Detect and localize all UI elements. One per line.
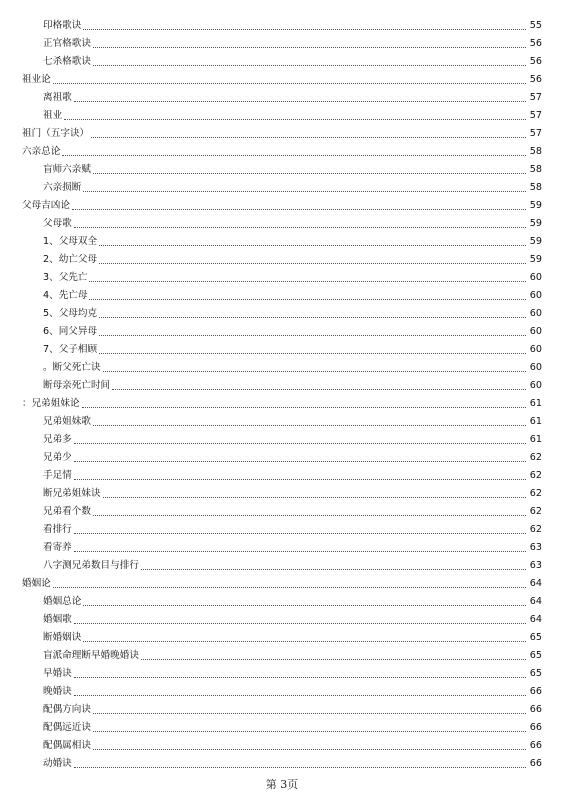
toc-entry[interactable] — [22, 32, 542, 50]
dot-leader — [74, 101, 526, 102]
toc-entry[interactable] — [22, 230, 542, 248]
toc-entry-label: 印格歌诀 — [43, 20, 82, 31]
toc-entry[interactable] — [22, 716, 542, 734]
toc-entry-page-number: 59 — [529, 200, 542, 211]
dot-leader — [93, 515, 526, 516]
toc-entry[interactable] — [22, 392, 542, 410]
toc-entry-page-number: 64 — [529, 578, 542, 589]
dot-leader — [89, 299, 526, 300]
toc-entry-page-number: 59 — [529, 218, 542, 229]
toc-entry-label: 3、父先亡 — [43, 272, 88, 283]
toc-entry-label: 离祖歌 — [43, 92, 72, 103]
toc-entry-label: 婚姻论 — [22, 578, 51, 589]
toc-entry[interactable] — [22, 104, 542, 122]
dot-leader — [83, 191, 526, 192]
toc-entry-label: 断兄弟姐妹诀 — [43, 488, 101, 499]
toc-entry-page-number: 58 — [529, 182, 542, 193]
toc-entry[interactable] — [22, 50, 542, 68]
dot-leader — [82, 407, 526, 408]
toc-entry[interactable] — [22, 536, 542, 554]
toc-entry-label: 六亲总论 — [22, 146, 61, 157]
toc-entry[interactable] — [22, 14, 542, 32]
toc-entry[interactable] — [22, 248, 542, 266]
toc-entry-page-number: 58 — [529, 164, 542, 175]
toc-entry-page-number: 57 — [529, 110, 542, 121]
toc-entry-label: 婚姻总论 — [43, 596, 82, 607]
toc-entry-page-number: 55 — [529, 20, 542, 31]
toc-entry[interactable] — [22, 266, 542, 284]
toc-entry-label: 八字测兄弟数目与排行 — [43, 560, 139, 571]
toc-entry-page-number: 62 — [529, 524, 542, 535]
toc-entry-page-number: 60 — [529, 362, 542, 373]
toc-entry-page-number: 59 — [529, 236, 542, 247]
dot-leader — [91, 137, 526, 138]
toc-entry-label: 配偶远近诀 — [43, 722, 91, 733]
toc-entry-label: 六亲损断 — [43, 182, 82, 193]
dot-leader — [99, 317, 526, 318]
toc-entry-label: 看寄养 — [43, 542, 72, 553]
dot-leader — [141, 659, 526, 660]
toc-entry-page-number: 60 — [529, 380, 542, 391]
toc-entry-page-number: 63 — [529, 542, 542, 553]
toc-entry[interactable] — [22, 518, 542, 536]
toc-entry-page-number: 62 — [529, 506, 542, 517]
toc-entry-label: 兄弟多 — [43, 434, 72, 445]
toc-entry-page-number: 60 — [529, 344, 542, 355]
toc-entry[interactable] — [22, 68, 542, 86]
page-number-footer: 第 3页 — [265, 778, 299, 791]
dot-leader — [93, 713, 526, 714]
dot-leader — [141, 569, 526, 570]
toc-entry-page-number: 65 — [529, 632, 542, 643]
toc-entry-page-number: 59 — [529, 254, 542, 265]
toc-entry[interactable] — [22, 752, 542, 770]
toc-entry-label: 兄弟看个数 — [43, 506, 91, 517]
dot-leader — [74, 767, 526, 768]
toc-entry-label: 1、父母双全 — [43, 236, 98, 247]
toc-entry-label: 祖业 — [43, 110, 63, 121]
dot-leader — [74, 461, 526, 462]
toc-entry-label: ：兄弟姐妹论 — [22, 398, 80, 409]
dot-leader — [93, 425, 526, 426]
dot-leader — [93, 47, 526, 48]
toc-entry-label: 7、父子相顾 — [43, 344, 98, 355]
toc-entry[interactable] — [22, 554, 542, 572]
toc-entry-page-number: 61 — [529, 416, 542, 427]
toc-entry[interactable] — [22, 482, 542, 500]
toc-entry[interactable] — [22, 194, 542, 212]
toc-entry-page-number: 66 — [529, 740, 542, 751]
toc-entry[interactable] — [22, 338, 542, 356]
toc-entry-page-number: 57 — [529, 92, 542, 103]
toc-entry-label: 动婚诀 — [43, 758, 72, 769]
table-of-contents — [22, 14, 542, 770]
toc-entry-label: 4、先亡母 — [43, 290, 88, 301]
toc-entry[interactable] — [22, 86, 542, 104]
toc-entry[interactable] — [22, 140, 542, 158]
dot-leader — [74, 479, 526, 480]
dot-leader — [103, 371, 526, 372]
toc-entry[interactable] — [22, 626, 542, 644]
dot-leader — [93, 65, 526, 66]
toc-entry[interactable] — [22, 734, 542, 752]
toc-entry-label: 兄弟姐妹歌 — [43, 416, 91, 427]
toc-entry-page-number: 60 — [529, 326, 542, 337]
toc-entry[interactable] — [22, 428, 542, 446]
toc-entry[interactable] — [22, 122, 542, 140]
dot-leader — [83, 29, 526, 30]
dot-leader — [74, 533, 526, 534]
toc-entry-page-number: 66 — [529, 758, 542, 769]
toc-entry-page-number: 56 — [529, 38, 542, 49]
toc-entry-page-number: 57 — [529, 128, 542, 139]
toc-entry-page-number: 66 — [529, 686, 542, 697]
toc-entry[interactable] — [22, 374, 542, 392]
toc-entry-label: 七杀格歌诀 — [43, 56, 91, 67]
toc-entry[interactable] — [22, 662, 542, 680]
toc-entry-label: 手足情 — [43, 470, 72, 481]
dot-leader — [83, 641, 526, 642]
dot-leader — [74, 443, 526, 444]
toc-entry-label: 正官格歌诀 — [43, 38, 91, 49]
dot-leader — [99, 335, 526, 336]
toc-entry-page-number: 60 — [529, 290, 542, 301]
toc-entry-page-number: 56 — [529, 74, 542, 85]
toc-entry-page-number: 66 — [529, 704, 542, 715]
toc-entry[interactable] — [22, 464, 542, 482]
toc-entry-label: 早婚诀 — [43, 668, 72, 679]
toc-entry-label: 盲派命理断早婚晚婚诀 — [43, 650, 139, 661]
dot-leader — [83, 605, 526, 606]
dot-leader — [93, 173, 526, 174]
toc-entry-label: 。断父死亡诀 — [43, 362, 101, 373]
toc-entry-page-number: 64 — [529, 614, 542, 625]
toc-entry-label: 婚姻歌 — [43, 614, 72, 625]
toc-entry-page-number: 62 — [529, 488, 542, 499]
toc-entry-page-number: 60 — [529, 308, 542, 319]
toc-entry[interactable] — [22, 698, 542, 716]
toc-entry[interactable] — [22, 410, 542, 428]
toc-entry-label: 父母吉凶论 — [22, 200, 70, 211]
toc-entry-page-number: 63 — [529, 560, 542, 571]
toc-entry-page-number: 61 — [529, 434, 542, 445]
toc-entry[interactable] — [22, 446, 542, 464]
toc-entry-label: 配偶属相诀 — [43, 740, 91, 751]
toc-entry-page-number: 61 — [529, 398, 542, 409]
dot-leader — [74, 677, 526, 678]
toc-entry-label: 兄弟少 — [43, 452, 72, 463]
toc-entry-label: 祖门（五字诀） — [22, 128, 90, 139]
toc-entry-label: 晚婚诀 — [43, 686, 72, 697]
toc-entry-label: 6、同父异母 — [43, 326, 98, 337]
toc-entry-label: 看排行 — [43, 524, 72, 535]
toc-entry[interactable] — [22, 212, 542, 230]
toc-entry[interactable] — [22, 608, 542, 626]
dot-leader — [64, 119, 526, 120]
dot-leader — [53, 587, 526, 588]
dot-leader — [93, 749, 526, 750]
toc-entry[interactable] — [22, 590, 542, 608]
toc-entry-page-number: 56 — [529, 56, 542, 67]
toc-entry-page-number: 62 — [529, 470, 542, 481]
toc-entry[interactable] — [22, 176, 542, 194]
toc-entry-page-number: 62 — [529, 452, 542, 463]
toc-entry[interactable] — [22, 284, 542, 302]
dot-leader — [74, 695, 526, 696]
dot-leader — [74, 551, 526, 552]
toc-entry-label: 祖业论 — [22, 74, 51, 85]
dot-leader — [99, 353, 526, 354]
toc-entry-page-number: 65 — [529, 668, 542, 679]
dot-leader — [74, 227, 526, 228]
toc-entry-label: 断婚姻诀 — [43, 632, 82, 643]
dot-leader — [62, 155, 526, 156]
toc-entry-label: 配偶方向诀 — [43, 704, 91, 715]
toc-entry-page-number: 65 — [529, 650, 542, 661]
toc-entry-page-number: 58 — [529, 146, 542, 157]
toc-entry-page-number: 64 — [529, 596, 542, 607]
toc-entry[interactable] — [22, 356, 542, 374]
toc-entry[interactable] — [22, 572, 542, 590]
toc-entry[interactable] — [22, 500, 542, 518]
toc-entry-page-number: 60 — [529, 272, 542, 283]
dot-leader — [53, 83, 526, 84]
toc-entry-label: 2、幼亡父母 — [43, 254, 98, 265]
toc-entry-label: 断母亲死亡时间 — [43, 380, 111, 391]
dot-leader — [112, 389, 526, 390]
toc-entry-label: 盲师六亲赋 — [43, 164, 91, 175]
dot-leader — [99, 263, 526, 264]
dot-leader — [72, 209, 526, 210]
dot-leader — [89, 281, 526, 282]
toc-entry-page-number: 66 — [529, 722, 542, 733]
toc-entry[interactable] — [22, 302, 542, 320]
toc-entry-label: 父母歌 — [43, 218, 72, 229]
toc-entry-label: 5、父母均克 — [43, 308, 98, 319]
toc-entry[interactable] — [22, 158, 542, 176]
toc-entry[interactable] — [22, 680, 542, 698]
dot-leader — [99, 245, 526, 246]
toc-entry[interactable] — [22, 644, 542, 662]
dot-leader — [103, 497, 526, 498]
dot-leader — [74, 623, 526, 624]
dot-leader — [93, 731, 526, 732]
toc-entry[interactable] — [22, 320, 542, 338]
